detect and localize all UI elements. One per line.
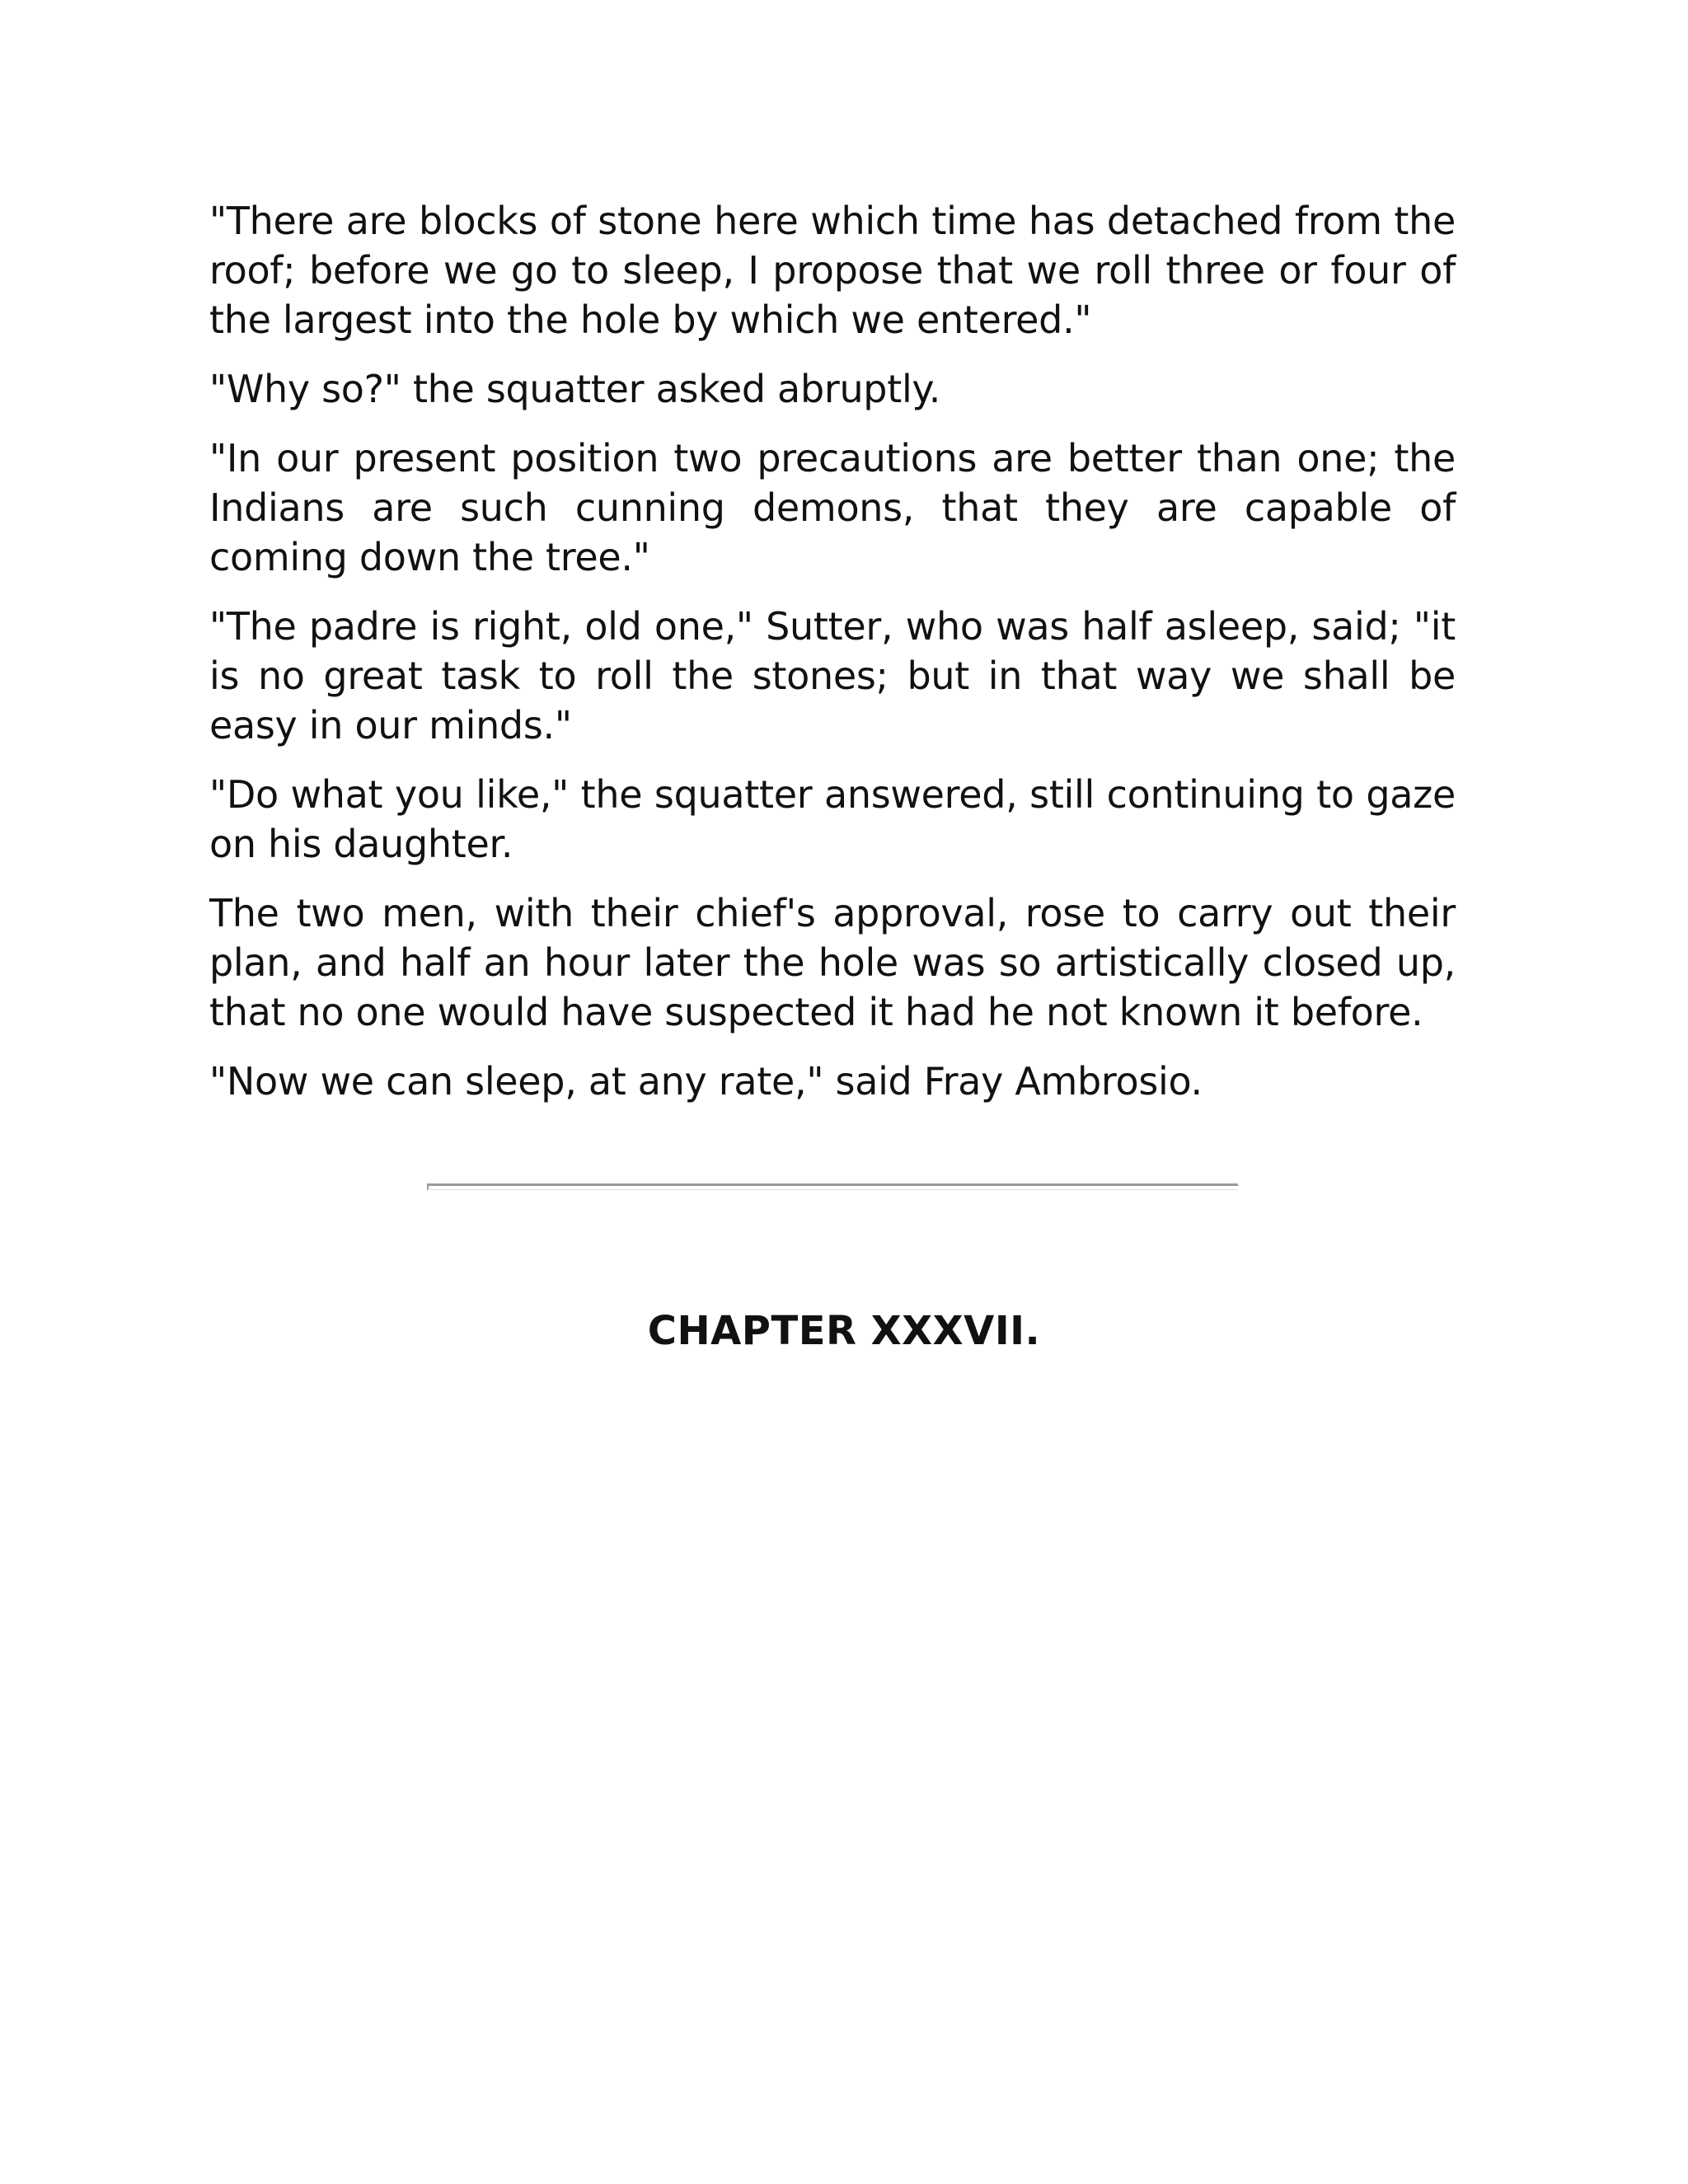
horizontal-rule: [427, 1183, 1238, 1190]
paragraph: "Now we can sleep, at any rate," said Fray Ambrosio.: [209, 1059, 1203, 1104]
paragraph: "There are blocks of stone here which time has detached from the roof; before we go to sleep, I propose that we roll three or four of the largest into the hole by which we entered.": [209, 199, 1456, 342]
paragraph: "The padre is right, old one," Sutter, who was half asleep, said; "it is no great task to roll the stones; but in that way we shall be easy in our minds.": [209, 604, 1456, 748]
paragraph: "In our present position two precautions are better than one; the Indians are such cunning demons, that they are capable of coming down the tree.": [209, 436, 1456, 579]
paragraph: "Do what you like," the squatter answered, still continuing to gaze on his daughter.: [209, 772, 1456, 866]
paragraph: The two men, with their chief's approval, rose to carry out their plan, and half an hour later the hole was so artistically closed up, that no one would have suspected it had he not known it before.: [209, 891, 1456, 1034]
text-body: [209, 196, 1456, 1126]
paragraph: "Why so?" the squatter asked abruptly.: [209, 367, 941, 411]
chapter-heading: CHAPTER XXXVII.: [647, 1307, 1041, 1354]
